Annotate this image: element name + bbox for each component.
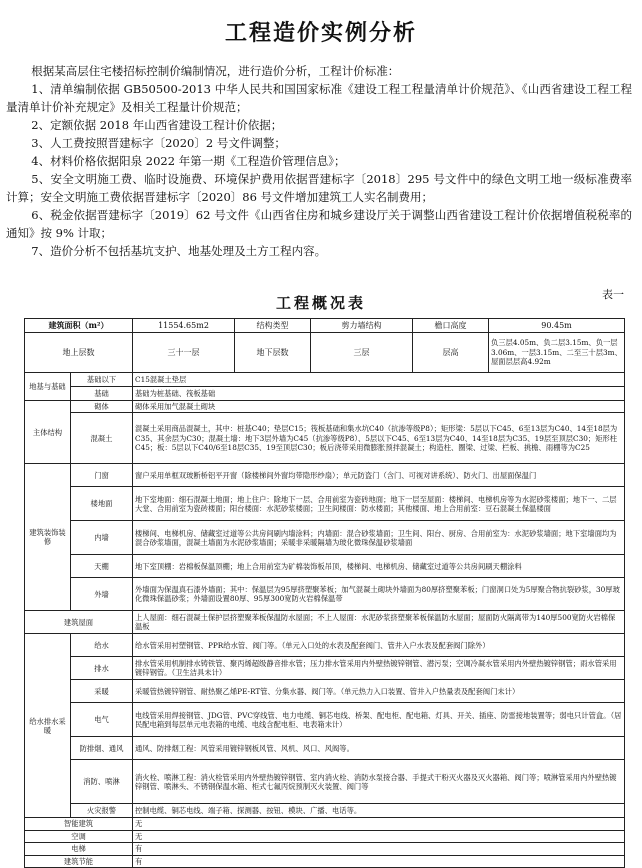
intro-line: 1、清单编制依据 GB50500-2013 中华人民共和国国家标准《建设工程工程量清单计价规范》、《山西省建设工程工程量清单计价补充规定》及相关工程量计价规范； [6,82,632,114]
table-cell: 电梯 [25,843,133,855]
table-cell: 负三层4.05m、负二层3.15m、负一层3.06m、一层3.15m、二至三十层3m、屋面层层高4.92m [489,333,625,373]
table-cell: 消防、喷淋 [71,760,133,804]
table-cell: 门窗 [71,464,133,487]
table-cell: 有 [133,843,625,855]
group-cell: 地基与基础 [25,373,71,401]
table-cell: 天棚 [71,555,133,578]
intro-line: 根据某高层住宅楼招标控制价编制情况，进行造价分析，工程计价标准： [31,64,400,78]
table-row [25,855,625,867]
table-row [25,464,625,487]
table-row [25,737,625,760]
table-cell: 砌体采用加气混凝土砌块 [133,401,625,413]
table-row [25,843,625,855]
table-cell: 上人屋面：细石混凝土保护层挤塑聚苯板保温防水屋面；不上人屋面：水泥砂浆挤塑聚苯板保温防水屋面；屋面防火隔离带为140厚500宽防火岩棉保温板 [133,611,625,634]
table-cell: 排水 [71,657,133,680]
table-row [25,521,625,555]
intro-paragraphs [6,62,632,260]
table-cell: 地下层数 [235,333,311,373]
table-cell: 无 [133,818,625,830]
table-title: 工程概况表 [275,294,366,312]
intro-line: 2、定额依据 2018 年山西省建设工程计价依据； [31,118,283,132]
table-row [25,634,625,657]
table-cell: C15混凝土垫层 [133,373,625,387]
table-cell: 地上层数 [25,333,133,373]
table-row [25,413,625,464]
table-cell: 内墙 [71,521,133,555]
table-cell: 通风、防排烟工程：风管采用镀锌钢板风管、风机、风口、风阀等。 [133,737,625,760]
table-cell: 楼梯间、电梯机房、储藏室过道等公共房间刷内墙涂料；内墙面：混合砂浆墙面；卫生间、阳台、厨房、合用前室为：水泥砂浆墙面；地下室墙面均为混合砂浆墙面，混凝土墙面为水泥砂浆墙面；采暖非采暖隔墙为玻化微珠保温砂浆墙面 [133,521,625,555]
table-cell: 防排烟、通风 [71,737,133,760]
table-cell: 地下室地面：细石混凝土地面；地上住户：除地下一层、合用前室为瓷砖地面；地下一层至屋面：楼梯间、电梯机房等为水泥砂浆楼面；地下一、二层大堂、合用前室为瓷砖楼面；阳台楼面：水泥砂浆楼面；卫生间楼面：防水楼面；其他楼面、地上合用前室：豆石混凝土保温楼面 [133,487,625,521]
table-row [25,830,625,842]
table-cell: 火灾报警 [71,804,133,818]
table-row [25,387,625,401]
table-cell: 三十一层 [133,333,235,373]
intro-line: 3、人工费按照晋建标字〔2020〕2 号文件调整； [31,136,286,150]
table-cell: 给水 [71,634,133,657]
table-cell: 外墙 [71,578,133,611]
table-cell: 11554.65m2 [133,319,235,333]
table-cell: 混凝土 [71,413,133,464]
table-row [25,555,625,578]
table-cell: 有 [133,855,625,867]
table-cell: 消火栓、喷淋工程：消火栓管采用内外壁热镀锌钢管、室内消火栓、消防水泵接合器、手提式干粉灭火器及灭火器箱、阀门等；喷淋管采用内外壁热镀锌钢管、喷淋头、不锈钢保温水箱、柜式七氟丙烷预制灭火装置、阀门等 [133,760,625,804]
table-cell: 无 [133,830,625,842]
table-row [25,804,625,818]
table-cell: 控制电缆、铜芯电线、端子箱、探测器、按钮、模块、广播、电话等。 [133,804,625,818]
table-cell: 剪力墙结构 [311,319,413,333]
table-row [25,333,625,373]
table-cell: 砌体 [71,401,133,413]
table-number: 表一 [602,288,624,301]
table-row [25,578,625,611]
table-cell: 建筑面积（m²） [25,319,133,333]
group-cell: 给水排水采暖 [25,634,71,818]
table-cell: 三层 [311,333,413,373]
intro-line: 7、造价分析不包括基坑支护、地基处理及土方工程内容。 [31,244,327,258]
table-cell: 建筑节能 [25,855,133,867]
intro-line: 5、安全文明施工费、临时设施费、环境保护费用依据晋建标字〔2018〕295 号文件中的绿色文明工地一级标准费率计算；安全文明施工费依据晋建标字〔2020〕86 号文件增加建筑工人实名制费用； [6,172,632,204]
table-cell: 结构类型 [235,319,311,333]
table-row [25,611,625,634]
table-cell: 檐口高度 [413,319,489,333]
table-cell: 建筑屋面 [25,611,133,634]
table-row [25,487,625,521]
table-cell: 90.45m [489,319,625,333]
document-title: 工程造价实例分析 [224,21,417,46]
table-cell: 采暖管热镀锌钢管、耐热聚乙烯PE-RT管、分集水器、阀门等。（单元热力入口装置、管井入户热量表及配套阀门未计） [133,680,625,703]
table-row [25,373,625,387]
table-cell: 楼地面 [71,487,133,521]
table-cell: 基础以下 [71,373,133,387]
table-cell: 空调 [25,830,133,842]
intro-line: 6、税金依据晋建标字〔2019〕62 号文件《山西省住房和城乡建设厅关于调整山西省建设工程计价依据增值税税率的通知》按 9% 计取； [6,208,632,240]
table-cell: 混凝土采用商品混凝土，其中：桩基C40；垫层C15；筏板基础和集水坑C40（抗渗等级P8）；矩形梁：5层以下C45、6至13层为C40、14至18层为C35、其余层为C30；混凝土墙：地下3层外墙为C45（抗渗等级P8）、5层以下C45、6至13层为C40、14至18层为C35、19层至顶层C30；矩形柱C45；板：5层以下C40/6至18层C35、19至顶层C30；板后浇带采用微膨胀预拌混凝土；构造柱、圈梁、过梁、栏板、挑檐、雨棚等为C25 [133,413,625,464]
table-row [25,401,625,413]
table-cell: 基础为桩基础、筏板基础 [133,387,625,401]
table-row [25,703,625,737]
table-row [25,680,625,703]
table-cell: 电气 [71,703,133,737]
group-cell: 主体结构 [25,401,71,464]
table-cell: 排水管采用机制排水铸铁管、聚丙烯超级静音排水管；压力排水管采用内外壁热镀锌钢管、潜污泵；空调冷凝水管采用内外壁热镀锌钢管；雨水管采用镀锌钢管。（卫生洁具未计） [133,657,625,680]
table-row [25,818,625,830]
group-cell: 建筑装饰装修 [25,464,71,611]
table-row [25,657,625,680]
overview-table [24,318,625,868]
table-cell: 电线管采用焊接钢管、JDG管、PVC穿线管、电力电缆、铜芯电线、桥架、配电柜、配电箱、灯具、开关、插座、防雷接地装置等；弱电只计管盒。（居民配电箱到每层单元电表箱的电缆、电线含配电柜、电表箱未计） [133,703,625,737]
table-cell: 层高 [413,333,489,373]
table-row [25,319,625,333]
table-row [25,760,625,804]
table-cell: 外墙面为保温真石漆外墙面；其中：保温层为95厚挤塑聚苯板；加气混凝土砌块外墙面为80厚挤塑聚苯板；门窗洞口处为5厚聚合物抗裂砂浆，30厚玻化微珠保温砂浆；外墙面设置80厚、95厚300宽防火岩棉保温带 [133,578,625,611]
table-cell: 窗户采用单框双玻断桥铝平开窗（除楼梯间外窗均带隐形纱扇）；单元防盗门（含门、可视对讲系统）、防火门、出屋面保温门 [133,464,625,487]
table-cell: 智能建筑 [25,818,133,830]
table-cell: 给水管采用衬塑钢管、PPR给水管、阀门等。（单元入口处的水表及配套阀门、管井入户水表及配套阀门除外） [133,634,625,657]
intro-line: 4、材料价格依据阳泉 2022 年第一期《工程造价管理信息》； [31,154,346,168]
table-cell: 地下室顶棚：岩棉板保温顶棚；地上合用前室为矿棉装饰板吊顶，楼梯间、电梯机房、储藏室过道等公共房间刷天棚涂料 [133,555,625,578]
table-cell: 采暖 [71,680,133,703]
table-cell: 基础 [71,387,133,401]
